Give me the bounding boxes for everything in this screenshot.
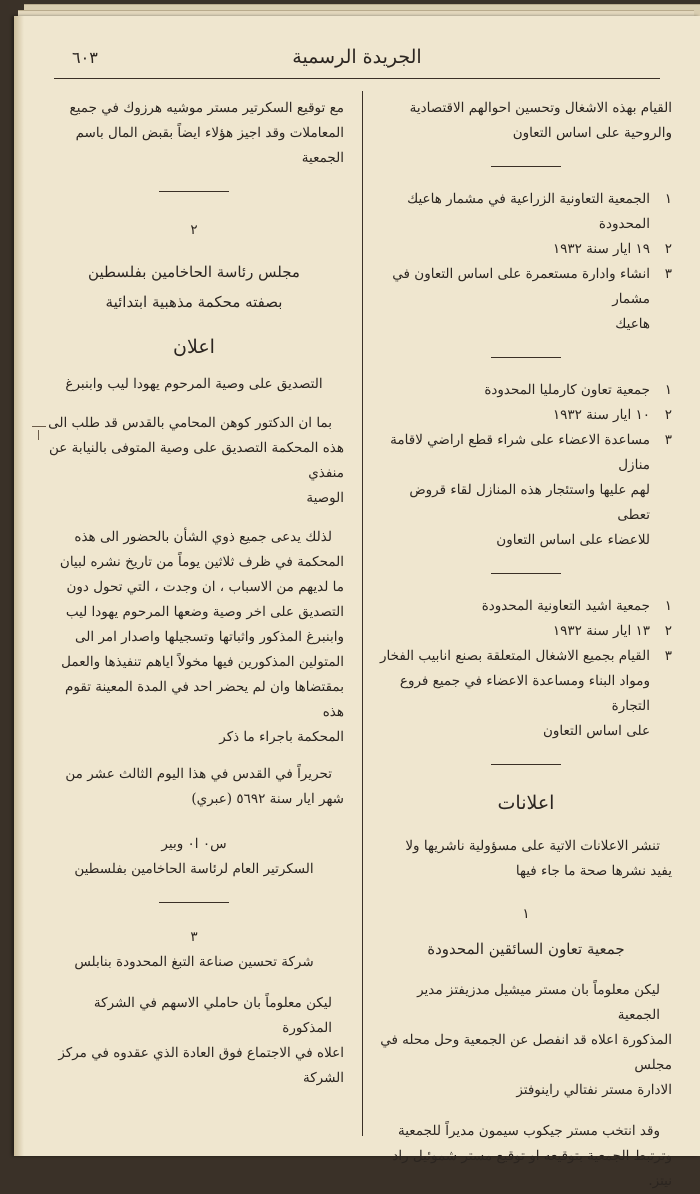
notice-number: ٣ — [190, 929, 198, 945]
gazette-page — [14, 16, 700, 1189]
separator — [491, 764, 561, 765]
item-number: ٣ — [664, 648, 672, 664]
text-line: المحكمة باجراء ما ذكر — [219, 729, 344, 745]
item-text: ١٠ ايار سنة ١٩٣٢ — [552, 407, 650, 423]
separator — [491, 357, 561, 358]
text-line: المتولين المذكورين فيها مخولاً اياهم تنفيذها والعمل — [61, 654, 344, 670]
item-number: ٢ — [664, 241, 672, 257]
text-line: ليكن معلوماً بان مستر ميشيل مدزيفتز مدير الجمعية — [417, 982, 660, 1023]
text-line: شهر ايار سنة ٥٦٩٢ (عبري) — [191, 791, 344, 807]
list-item — [380, 187, 672, 237]
text-line: تحريراً في القدس في هذا اليوم الثالث عشر من — [65, 766, 332, 782]
text-line: القيام بهذه الاشغال وتحسين احوالهم الاقتصادية — [409, 100, 672, 116]
text-line: المحكمة في ظرف ثلاثين يوماً من تاريخ نشره لبيان — [59, 554, 344, 570]
list-item — [380, 619, 672, 644]
list-item — [380, 378, 672, 403]
text-line: ليكن معلوماً بان حاملي الاسهم في الشركة المذكورة — [93, 995, 332, 1036]
text-line: مع توقيع السكرتير مستر موشيه هرزوك في جميع — [69, 100, 344, 116]
text-line: هذه المحكمة التصديق على وصية المتوفى بالنيابة عن منفذي — [48, 440, 344, 481]
notice-heading: اعلان — [173, 336, 215, 358]
notice-number: ٢ — [190, 222, 198, 238]
text-line: يفيد نشرها صحة ما جاء فيها — [515, 863, 672, 879]
text-line: تنشر الاعلانات الاتية على مسؤولية ناشريها ولا — [405, 838, 660, 854]
signer-name: س٠ ا٠ وبير — [161, 836, 227, 852]
cooperative-entry — [380, 594, 672, 744]
text-line: وابنبرغ المذكور واثباتها وتسجيلها واصدار امر الى — [75, 629, 344, 645]
page-title: الجريدة الرسمية — [292, 46, 422, 68]
item-number: ٣ — [664, 266, 672, 282]
page-header — [54, 42, 660, 79]
notice-issuer: مجلس رئاسة الحاخامين بفلسطين — [88, 263, 300, 281]
right-column — [380, 96, 672, 1194]
column-divider — [362, 91, 363, 1136]
separator — [491, 166, 561, 167]
notice-title: جمعية تعاون السائقين المحدودة — [427, 940, 625, 958]
text-line: وترتبط الجمعية بتوقيعه او توقيع مستر شموئيل راد نيتز. — [392, 1148, 672, 1189]
item-number: ١ — [664, 382, 672, 398]
page-number: ٦٠٣ — [72, 48, 98, 67]
list-item — [380, 403, 672, 428]
item-text: ومواد البناء ومساعدة الاعضاء في جميع فروع التجارة — [399, 673, 650, 714]
list-item — [380, 594, 672, 619]
list-item — [380, 262, 672, 337]
item-text: مساعدة الاعضاء على شراء قطع اراضي لاقامة منازل — [390, 432, 650, 473]
item-text: جمعية تعاون كارمليا المحدودة — [484, 382, 650, 398]
text-line: بمقتضاها وان لم يحضر احد في المدة المعينة تقوم هذه — [65, 679, 344, 720]
text-line: الادارة مستر نفتالي راينوفتز — [516, 1082, 672, 1098]
cooperative-entry — [380, 187, 672, 337]
item-text: للاعضاء على اساس التعاون — [496, 532, 650, 548]
item-text: لهم عليها واستئجار هذه المنازل لقاء قروض تعطى — [409, 482, 650, 523]
list-item — [380, 237, 672, 262]
item-text: على اساس التعاون — [542, 723, 650, 739]
item-number: ٣ — [664, 432, 672, 448]
text-line: التصديق على اخر وصية وضعها المرحوم يهودا ليب — [65, 604, 344, 620]
text-line: بما ان الدكتور كوهن المحامي بالقدس قد طلب الى — [48, 415, 332, 431]
item-text: القيام بجميع الاشغال المتعلقة بصنع انابيب الفخار — [380, 648, 650, 664]
item-text: ١٩ ايار سنة ١٩٣٢ — [552, 241, 650, 257]
item-number: ٢ — [664, 407, 672, 423]
item-text: جمعية اشيد التعاونية المحدودة — [481, 598, 650, 614]
text-line: اعلاه في الاجتماع فوق العادة الذي عقدوه في مركز الشركة — [58, 1045, 344, 1086]
left-column — [44, 96, 344, 1091]
text-line: المعاملات وقد اجيز هؤلاء ايضاً بقبض المال باسم الجمعية — [75, 125, 344, 166]
text-line: ما لديهم من الاسباب ، ان وجدت ، التي تحول دون — [66, 579, 344, 595]
item-number: ١ — [664, 598, 672, 614]
text-line: المذكورة اعلاه قد انفصل عن الجمعية وحل محله في مجلس — [380, 1032, 672, 1073]
binding-shadow — [14, 16, 24, 1156]
item-text: انشاء وادارة مستعمرة على اساس التعاون في مشمار — [392, 266, 650, 307]
separator — [159, 191, 229, 192]
item-number: ٢ — [664, 623, 672, 639]
notice-number: ١ — [522, 906, 530, 922]
notice-title: شركة تحسين صناعة التبغ المحدودة بنابلس — [74, 954, 314, 970]
list-item — [380, 428, 672, 553]
section-heading: اعلانات — [497, 792, 555, 814]
separator — [491, 573, 561, 574]
notice-subject: التصديق على وصية المرحوم يهودا ليب وابنبرغ — [65, 376, 323, 392]
signer-title: السكرتير العام لرئاسة الحاخامين بفلسطين — [74, 861, 314, 877]
text-line: لذلك يدعى جميع ذوي الشأن بالحضور الى هذه — [74, 529, 332, 545]
item-text: ١٣ ايار سنة ١٩٣٢ — [552, 623, 650, 639]
text-line: الوصية — [306, 490, 344, 506]
item-number: ١ — [664, 191, 672, 207]
separator — [159, 902, 229, 903]
cooperative-entry — [380, 378, 672, 553]
list-item — [380, 644, 672, 744]
notice-issuer: بصفته محكمة مذهبية ابتدائية — [105, 293, 283, 311]
text-line: وقد انتخب مستر جيكوب سيمون مديراً للجمعية — [398, 1123, 660, 1139]
text-line: والروحية على اساس التعاون — [512, 125, 672, 141]
item-text: هاعيك — [615, 316, 650, 332]
item-text: الجمعية التعاونية الزراعية في مشمار هاعيك المحدودة — [407, 191, 650, 232]
pen-mark — [38, 430, 39, 440]
